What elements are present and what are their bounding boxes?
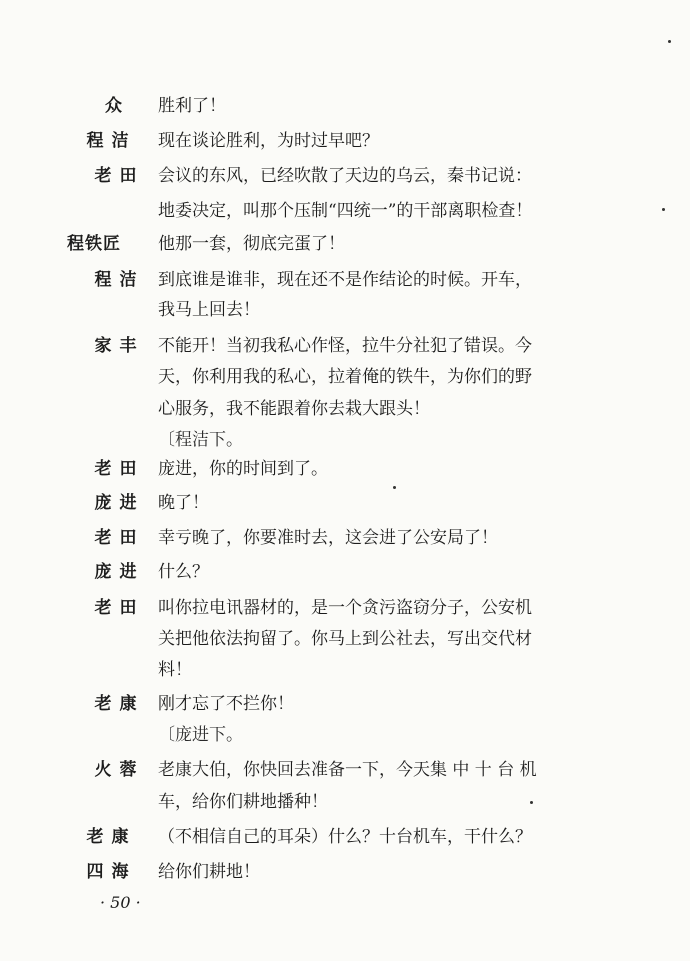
dialogue-line (0, 822, 690, 852)
dialogue-line (0, 787, 690, 817)
scan-speck (662, 208, 665, 211)
dialogue-text: 他那一套，彻底完蛋了！ (158, 234, 345, 254)
dialogue-text: 心服务，我不能跟着你去栽大跟头！ (158, 399, 430, 419)
speaker-name: 程铁匠 (67, 234, 121, 254)
dialogue-line (0, 857, 690, 887)
speaker-name: 老 田 (94, 528, 138, 548)
dialogue-line (0, 295, 690, 325)
dialogue-line (0, 655, 690, 685)
dialogue-text: 会议的东风，已经吹散了天边的乌云，秦书记说： (158, 166, 532, 186)
dialogue-line (0, 126, 690, 156)
dialogue-text: 我马上回去！ (158, 300, 260, 320)
speaker-name: 老 田 (94, 166, 138, 186)
dialogue-line (0, 362, 690, 392)
dialogue-text: 到底谁是谁非，现在还不是作结论的时候。开车， (158, 270, 532, 290)
scan-speck (393, 486, 396, 489)
dialogue-line (0, 91, 690, 121)
dialogue-text: 天，你利用我的私心，拉着俺的铁牛，为你们的野 (158, 367, 532, 387)
dialogue-line (0, 331, 690, 361)
speaker-name: 火 蓉 (94, 760, 138, 780)
dialogue-text: 晚了！ (158, 493, 209, 513)
dialogue-line (0, 425, 690, 455)
dialogue-line (0, 720, 690, 750)
dialogue-line (0, 196, 690, 226)
speaker-name: 程 洁 (94, 270, 138, 290)
dialogue-line (0, 755, 690, 785)
dialogue-text: 胜利了！ (158, 96, 226, 116)
dialogue-text: 车，给你们耕地播种！ (158, 792, 328, 812)
dialogue-text: （不相信自己的耳朵）什么？十台机车，干什么？ (158, 827, 532, 847)
dialogue-line (0, 454, 690, 484)
scan-speck (530, 801, 533, 804)
stage-direction: 〔庞进下。 (158, 725, 243, 745)
dialogue-line (0, 624, 690, 654)
dialogue-text: 什么？ (158, 562, 209, 582)
dialogue-text: 地委决定，叫那个压制“四统一”的干部离职检查！ (158, 201, 533, 221)
dialogue-text: 不能开！当初我私心作怪，拉牛分社犯了错误。今 (158, 336, 532, 356)
dialogue-line (0, 593, 690, 623)
dialogue-text: 现在谈论胜利，为时过早吧？ (158, 131, 379, 151)
dialogue-line (0, 394, 690, 424)
dialogue-line (0, 557, 690, 587)
speaker-name: 程 洁 (86, 131, 130, 151)
speaker-name: 家 丰 (94, 336, 138, 356)
dialogue-text: 料！ (158, 660, 192, 680)
dialogue-text: 幸亏晚了，你要准时去，这会进了公安局了！ (158, 528, 498, 548)
dialogue-text: 关把他依法拘留了。你马上到公社去，写出交代材 (158, 629, 532, 649)
scan-speck (668, 40, 671, 43)
dialogue-line (0, 689, 690, 719)
speaker-name: 老 康 (86, 827, 130, 847)
dialogue-text: 给你们耕地！ (158, 862, 260, 882)
dialogue-line (0, 265, 690, 295)
dialogue-line (0, 161, 690, 191)
dialogue-line (0, 488, 690, 518)
speaker-name: 庞 进 (94, 562, 138, 582)
dialogue-text: 庞进，你的时间到了。 (158, 459, 328, 479)
speaker-name: 老 康 (94, 694, 138, 714)
dialogue-text: 老康大伯，你快回去准备一下，今天集 中 十 台 机 (158, 760, 537, 780)
speaker-name: 庞 进 (94, 493, 138, 513)
dialogue-line (0, 229, 690, 259)
stage-direction: 〔程洁下。 (158, 430, 243, 450)
speaker-name: 四 海 (86, 862, 130, 882)
dialogue-text: 刚才忘了不拦你！ (158, 694, 294, 714)
speaker-name: 老 田 (94, 598, 138, 618)
speaker-name: 众 (105, 96, 123, 116)
dialogue-text: 叫你拉电讯器材的，是一个贪污盗窃分子，公安机 (158, 598, 532, 618)
page-number: · 50 · (100, 893, 141, 912)
speaker-name: 老 田 (94, 459, 138, 479)
dialogue-line (0, 523, 690, 553)
